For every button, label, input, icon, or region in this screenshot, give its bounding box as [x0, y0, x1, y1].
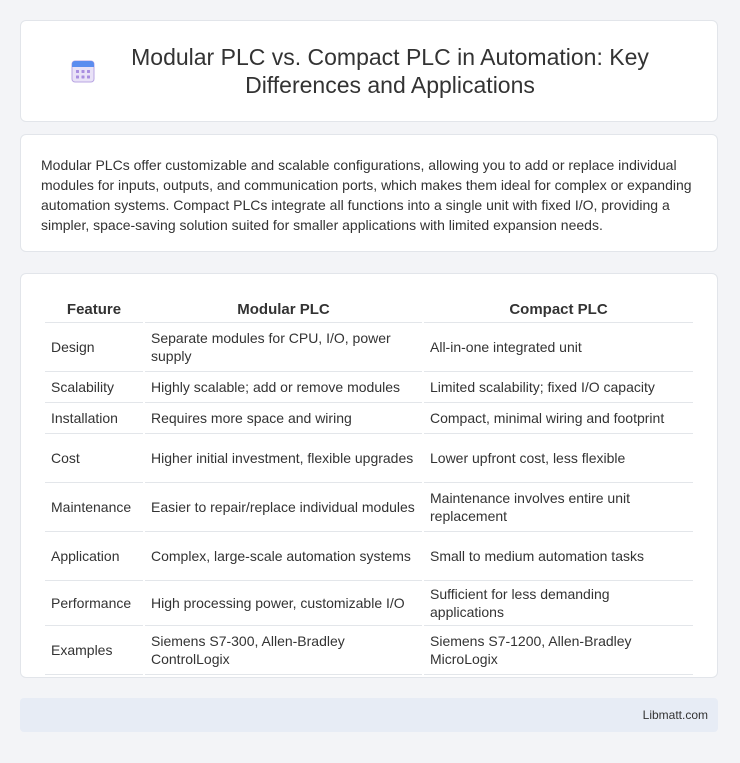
table-row: [45, 626, 693, 675]
table-row: [45, 403, 693, 434]
cell-modular: Highly scalable; add or remove modules: [145, 372, 422, 403]
cell-modular: Higher initial investment, flexible upgrades: [145, 434, 422, 483]
cell-compact: Sufficient for less demanding applications: [424, 581, 693, 626]
cell-feature: Scalability: [45, 372, 143, 403]
calendar-icon: [68, 56, 98, 86]
table-row: [45, 372, 693, 403]
cell-feature: Application: [45, 532, 143, 581]
title-card: [20, 20, 718, 122]
intro-paragraph: Modular PLCs offer customizable and scalable configurations, allowing you to add or replace individual modules for inputs, outputs, and communication ports, which makes them ideal for complex or expanding automation systems. Compact PLCs integrate all functions into a single unit with fixed I/O, providing a simpler, space-saving solution suited for smaller applications with limited expansion needs.: [41, 157, 692, 233]
header-modular: Modular PLC: [145, 294, 422, 323]
cell-feature: Installation: [45, 403, 143, 434]
header-feature: Feature: [45, 294, 143, 323]
cell-feature: Examples: [45, 626, 143, 675]
footer-brand[interactable]: Libmatt.com: [642, 708, 708, 722]
cell-compact: Lower upfront cost, less flexible: [424, 434, 693, 483]
table-row: [45, 532, 693, 581]
cell-feature: Maintenance: [45, 483, 143, 532]
cell-compact: Maintenance involves entire unit replacement: [424, 483, 693, 532]
comparison-table: [43, 294, 695, 675]
page-title: Modular PLC vs. Compact PLC in Automation: Key Differences and Applications: [131, 44, 649, 98]
cell-compact: Compact, minimal wiring and footprint: [424, 403, 693, 434]
title-wrap: [68, 43, 670, 99]
cell-compact: Siemens S7-1200, Allen-Bradley MicroLogix: [424, 626, 693, 675]
footer: [20, 698, 718, 732]
intro-card: [20, 134, 718, 252]
cell-modular: Requires more space and wiring: [145, 403, 422, 434]
header-compact: Compact PLC: [424, 294, 693, 323]
cell-modular: High processing power, customizable I/O: [145, 581, 422, 626]
table-row: [45, 434, 693, 483]
table-header-row: [45, 294, 693, 323]
comparison-card: [20, 273, 718, 678]
table-row: [45, 483, 693, 532]
cell-compact: Limited scalability; fixed I/O capacity: [424, 372, 693, 403]
cell-feature: Cost: [45, 434, 143, 483]
cell-compact: All-in-one integrated unit: [424, 323, 693, 372]
cell-modular: Easier to repair/replace individual modules: [145, 483, 422, 532]
cell-modular: Siemens S7-300, Allen-Bradley ControlLogix: [145, 626, 422, 675]
table-row: [45, 581, 693, 626]
table-row: [45, 323, 693, 372]
cell-modular: Complex, large-scale automation systems: [145, 532, 422, 581]
cell-feature: Performance: [45, 581, 143, 626]
cell-compact: Small to medium automation tasks: [424, 532, 693, 581]
cell-feature: Design: [45, 323, 143, 372]
cell-modular: Separate modules for CPU, I/O, power supply: [145, 323, 422, 372]
